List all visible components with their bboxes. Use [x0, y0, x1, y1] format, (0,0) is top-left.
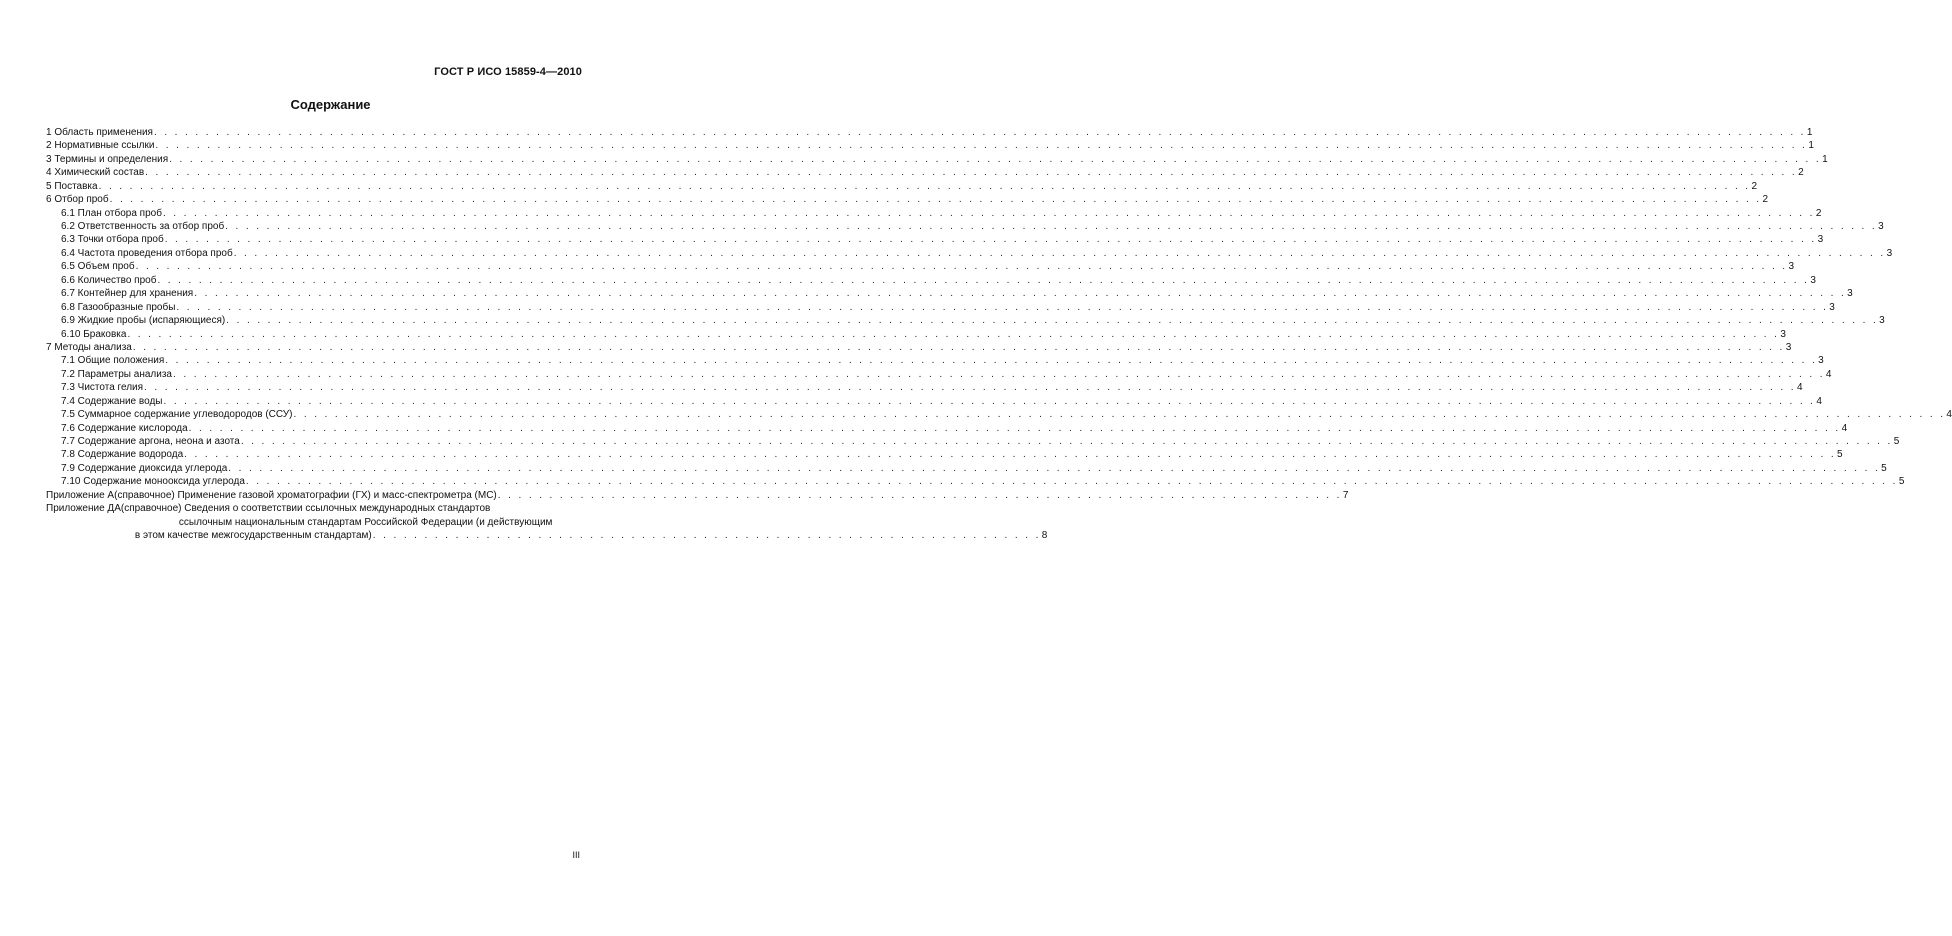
- toc-entry-page: 2: [1815, 207, 1822, 219]
- toc-entry-appendix-a[interactable]: [46, 489, 1349, 502]
- dot-leader: . . . . . . . . . . . . . . . . . . . . . . . . . . . . . . . . . . . . . . . . . . . . . . . . . . . . . . . . . . . . . . . . . . . . . . . . . . . . . . . . . . . . . . . . . . . . . . . . . . . . . . . . . . . . . . . . . . . . . . . . . . . . . . . . . . . . . . . . . . . . . . . . . . . . . . . . . . . . . . . .: [153, 126, 1806, 138]
- toc-entry-title: 7.9 Содержание диоксида углерода: [61, 462, 228, 474]
- toc-entry-title: 6.7 Контейнер для хранения: [61, 288, 194, 300]
- toc-entry[interactable]: [46, 193, 1769, 206]
- toc-entry-page: 4: [1825, 368, 1832, 380]
- dot-leader: . . . . . . . . . . . . . . . . . . . . . . . . . . . . . . . . . . . . . . . . . . . . . . . . . . . . . . . . . . . . . . . . . . . . . . . . . . . . . . . . . . . . . . . . . . . . . . . . . . . . . . . . . . . . . . . . . . . . . . . . . . . . . . . . . . . . . . . . . . . . . . . . . . . . . . . . . . . . . . . .: [132, 341, 1785, 353]
- appendix-a-title: (справочное) Применение газовой хроматографии (ГХ) и масс-спектрометра (МС): [114, 489, 497, 501]
- toc-entry[interactable]: [46, 139, 1814, 152]
- toc-entry-page: 5: [1893, 436, 1900, 448]
- toc-entry[interactable]: [46, 381, 1803, 394]
- toc-entry[interactable]: [46, 368, 1832, 381]
- dot-leader: . . . . . . . . . . . . . . . . . . . . . . . . . . . . . . . . . . . . . . . . . . . . . . . . . . . . . . . . . . . . . . . . . . . . . . . . . . . . . . . . . . . . . . . . . . . . . . . . . . . . . . . . . . . . . . . . . . . . . . . . . . . . . . . . . . . . . . . . . . . . . . . . . . . . . . . . . . . . . . . .: [109, 194, 1762, 206]
- toc-entry-title: 6.2 Ответственность за отбор проб: [61, 221, 225, 233]
- toc-entry-title: 7.1 Общие положения: [61, 355, 165, 367]
- toc-entry[interactable]: [46, 328, 1786, 341]
- dot-leader: . . . . . . . . . . . . . . . . . . . . . . . . . . . . . . . . . . . . . . . . . . . . . . . . . . . . . . . . . . . . . . . . . . . . . . . . . . . . . . . . . . . . . . . . . . . . . . . . . . . . . . . . . . . . . . . . . . . . . . . . . . . . . . . . . . . . . . . . . . . . . . . . . . . . . . . . . . . . . . . .: [194, 288, 1847, 300]
- appendix-da-title-line-1: (справочное) Сведения о соответствии ссылочных международных стандартов: [120, 503, 491, 515]
- toc-entry-title: 5 Поставка: [46, 180, 98, 192]
- toc-entry-title: 1 Область применения: [46, 126, 153, 138]
- toc-entry-page: 3: [1788, 261, 1795, 273]
- toc-entry[interactable]: [46, 260, 1795, 273]
- dot-leader: . . . . . . . . . . . . . . . . . . . . . . . . . . . . . . . . . . . . . . . . . . . . . . . . . . . . . . . . . . . . . . . . . . . . . . . . . . . . . . . . . . . . . . . . . . . . . . . . . . . . . . . . . . . . . . . . . . . . . . . . . . . . . . . . . . . . . . . . . . . . . . . . . . . . . . . . . . . . . . . .: [163, 395, 1816, 407]
- dot-leader: . . . . . . . . . . . . . . . . . . . . . . . . . . . . . . . . . . . . . . . . . . . . . . . . . . . . . . . . . . . . . . . . . . . . . . . . . . . . . . . . . . . . . . . . . . . . . . . . . . . . . . . . . . . . . . . . . . . . . . . . . . . . . . . . . . . . . . . . . . . . . . . . . . . . . . . . . . . . . . . .: [164, 234, 1817, 246]
- dot-leader: . . . . . . . . . . . . . . . . . . . . . . . . . . . . . . . . . . . . . . . . . . . . . . . . . . . . . . . . . . . . . . . . . . . . . . . . . . . . . . . . . . . . . . . . . . . . . . . . . . . . . . . . . . . . . . . . . . . . . . . . . . . . . . . . . . . . . . . . . . . . . . . . . . . . . . . . . . . . . . . .: [233, 247, 1886, 259]
- appendix-da-title-line-2: ссылочным национальным стандартам Российской Федерации (и действующим: [178, 516, 553, 528]
- toc-entry[interactable]: [46, 449, 1843, 462]
- toc-entry-page: 3: [1785, 341, 1792, 353]
- toc-entry-page: 5: [1898, 476, 1905, 488]
- toc-entry-title: 6.9 Жидкие пробы (испаряющиеся): [61, 315, 226, 327]
- toc-entry-page: 3: [1879, 315, 1885, 327]
- toc-entry[interactable]: [46, 314, 1885, 327]
- toc-entry-title: 7 Методы анализа: [46, 341, 132, 353]
- dot-leader: . . . . . . . . . . . . . . . . . . . . . . . . . . . . . . . . . . . . . . . . . . . . . . . . . . . . . . . . . . . . . . . . . . . . . . . . . . . . . . . . . . . . . . . . . . . . . . . . . . . . . . . . . . . . . . . . . . . . . . . . . . . . . . . . . . . . . . . . . . . . . . . . . . . . . . . . . . . . . . . .: [245, 476, 1898, 488]
- toc-entry-title: 7.3 Чистота гелия: [61, 382, 144, 394]
- appendix-a-label: Приложение А: [46, 489, 115, 501]
- toc-entry-page: 2: [1762, 194, 1769, 206]
- toc-entry-page: 1: [1808, 140, 1814, 152]
- dot-leader: . . . . . . . . . . . . . . . . . . . . . . . . . . . . . . . . . . . . . . . . . . . . . . . . . . . . . . . . . . . . . . . . . . . . . . . . . . . . . . . . . . . . . . . . . . . . . . . . . . . . . . . . . . . . . . . . . . . . . . . . . . . . . . . . . . . . . . . . . . . . . . . . . . . . . . . . . . . . . . . .: [240, 436, 1893, 448]
- toc-entry-page: 2: [1798, 167, 1804, 179]
- toc-entry[interactable]: [46, 180, 1758, 193]
- toc-entry-page: 4: [1816, 395, 1822, 407]
- toc-entry[interactable]: [46, 341, 1792, 354]
- toc-entry-title: 7.2 Параметры анализа: [61, 368, 172, 380]
- toc-title: Содержание: [290, 97, 371, 112]
- toc-entry-title: 2 Нормативные ссылки: [46, 140, 155, 152]
- dot-leader: . . . . . . . . . . . . . . . . . . . . . . . . . . . . . . . . . . . . . . . . . . . . . . . . . . . . . . . . . . . . . . . . . . . . . . . . . . . . . . . . . . . . . . . . . . . . . . . . . . . . . . . . . . . . . . . . . . . . . . . . . . . . . . . . . . . . . . . . . . . . . . . . . . . . . . . . . . . . . . . .: [127, 328, 1780, 340]
- dot-leader: . . . . . . . . . . . . . . . . . . . . . . . . . . . . . . . . . . . . . . . . . . . . . . . . . . . . . . . . . . . . . . . . . . . . . . . . . . . . . . . . . . . . . . . . . . . . . . . . . . . . . . . . . . . . . . . . . . . . . . . . . . . . . . . . . . . . . . . . . . . . . . . . . . . . . . . . . . . . . . . .: [165, 355, 1818, 367]
- toc-entry-page: 3: [1878, 221, 1884, 233]
- toc-entry[interactable]: [46, 435, 1900, 448]
- toc-entry-title: 6.5 Объем проб: [61, 261, 135, 273]
- toc-entry-title: 6.4 Частота проведения отбора проб: [61, 247, 233, 259]
- toc-entry-title: 6.3 Точки отбора проб: [61, 234, 164, 246]
- toc-entry-title: 6 Отбор проб: [46, 194, 109, 206]
- dot-leader: . . . . . . . . . . . . . . . . . . . . . . . . . . . . . . . . . . . . . . . . . . . . . . . . . . . . . . . . . . . . . . . . . . . . . . . . . . . . . . . . . . . . . . . . . . . . . . . . . . . . . . . . . . . . . . . . . . . . . . . . . . . . . . . . . . . . . . . . . . . . . . . . . . . . . . . . . . . . . . . .: [176, 301, 1829, 313]
- appendix-a-page: 7: [1342, 489, 1349, 501]
- dot-leader: . . . . . . . . . . . . . . . . . . . . . . . . . . . . . . . . . . . . . . . . . . . . . . . . . . . . . . . . . . . . . . . . . . . . . . . . . . . . . . . . . . . . . . . . . . . . . . . . . . . . . . . . . . . . . . . . . . . . . . . . . . . . . . . . . . . . . . . . . . . . . . . . . . . . . . . . . . . . . . . .: [98, 180, 1751, 192]
- dot-leader: . . . . . . . . . . . . . . . . . . . . . . . . . . . . . . . . . . . . . . . . . . . . . . . . . . . . . . . . . . . . . . . . . . . . . . . . . . . . . . . . . . . . . . . . . . . . . . . . . . . . . . . . . . . . . . . . . . . . . . . . . . . . . . . . . . . . . . . . . . . . . . . . . . . . . . . . . . . . . . . .: [172, 368, 1825, 380]
- appendix-da-label: Приложение ДА: [46, 503, 121, 515]
- toc-entry-page: 3: [1829, 301, 1835, 313]
- toc-entry[interactable]: [46, 166, 1804, 179]
- dot-leader: . . . . . . . . . . . . . . . . . . . . . . . . . . . . . . . . . . . . . . . . . . . . . . . . . . . . . . . . . . . . . . . . .: [372, 530, 1041, 542]
- dot-leader: . . . . . . . . . . . . . . . . . . . . . . . . . . . . . . . . . . . . . . . . . . . . . . . . . . . . . . . . . . . . . . . . . . . . . . . . . . . . . . . . . . . . . . . . . . . . . . . . . . . . . . . . . . . . . . . . . . . . . . . . . . . . . . . . . . . . . . . . . . . . . . . . . . . . . . . . . . . . . . . .: [135, 261, 1788, 273]
- toc-entry-title: 7.8 Содержание водорода: [61, 449, 184, 461]
- toc-entry-title: 6.8 Газообразные пробы: [61, 301, 176, 313]
- toc-entry[interactable]: [46, 234, 1824, 247]
- dot-leader: . . . . . . . . . . . . . . . . . . . . . . . . . . . . . . . . . . . . . . . . . . . . . . . . . . . . . . . . . . . . . . . . . . . . . . . . . . . . . . . . . . . . . . . . . . . . . . . . . . . . . . . . . . . . . . . . . . . . . . . . . . . . . . . . . . . . . . . . . . . . . . . . . . . . . . . . . . . . . . . .: [155, 140, 1808, 152]
- toc-entry-page: 4: [1841, 422, 1848, 434]
- dot-leader: . . . . . . . . . . . . . . . . . . . . . . . . . . . . . . . . . . . . . . . . . . . . . . . . . . . . . . . . . . . . . . . . . . . . . . . . . . . . . . . . . . . . . . . . . . . . . . . . . . . . . . . . . . . . . . . . . . . . . . . . . . . . . . . . . . . . . . . . . . . . . . . . . . . . . . . . . . . . . . . .: [225, 221, 1878, 233]
- toc-entry-title: 6.6 Количество проб: [61, 274, 157, 286]
- toc-entry-title: 6.10 Браковка: [61, 328, 127, 340]
- dot-leader: . . . . . . . . . . . . . . . . . . . . . . . . . . . . . . . . . . . . . . . . . . . . . . . . . . . . . . . . . . . . . . . . . . . . . . . . . . . . . . . . . . . . . . . . . . . . . . . . . . . . . . . . . . . . . . . . . . . . . . . . . . . . . . . . . . . . . . . . . . . . . . . . . . . . . . . . . . . . . . . .: [226, 315, 1879, 327]
- toc-entry-title: 7.4 Содержание воды: [61, 395, 163, 407]
- toc-entry-page: 3: [1886, 247, 1893, 259]
- toc-entry-page: 3: [1847, 288, 1853, 300]
- toc-entry-title: 7.6 Содержание кислорода: [61, 422, 188, 434]
- toc-entry[interactable]: [46, 462, 1887, 475]
- toc-entry[interactable]: [46, 220, 1884, 233]
- appendix-da-title-line-3: в этом качестве межгосударственным стандартам): [134, 530, 372, 542]
- dot-leader: . . . . . . . . . . . . . . . . . . . . . . . . . . . . . . . . . . . . . . . . . . . . . . . . . . . . . . . . . . . . . . . . . . . . . . . . . . . . . . . . . .: [497, 489, 1342, 501]
- toc-entry-page: 3: [1810, 274, 1816, 286]
- toc-entry[interactable]: [46, 126, 1813, 139]
- toc-entry[interactable]: [46, 301, 1835, 314]
- toc-entry-page: 1: [1806, 126, 1813, 138]
- toc-entry[interactable]: [46, 247, 1893, 260]
- document-code: ГОСТ Р ИСО 15859-4—2010: [434, 66, 582, 78]
- toc-entry[interactable]: [46, 354, 1824, 367]
- dot-leader: . . . . . . . . . . . . . . . . . . . . . . . . . . . . . . . . . . . . . . . . . . . . . . . . . . . . . . . . . . . . . . . . . . . . . . . . . . . . . . . . . . . . . . . . . . . . . . . . . . . . . . . . . . . . . . . . . . . . . . . . . . . . . . . . . . . . . . . . . . . . . . . . . . . . . . . . . . . . . . . .: [162, 207, 1815, 219]
- toc-entry-page: 3: [1780, 328, 1786, 340]
- toc-entry-title: 4 Химический состав: [46, 167, 145, 179]
- toc-entry-title: 7.5 Суммарное содержание углеводородов (ССУ): [61, 409, 293, 421]
- toc-entry-page: 1: [1822, 153, 1828, 165]
- toc-entry-page: 5: [1837, 449, 1843, 461]
- toc-entries: [46, 126, 1952, 489]
- toc-entry-page: 2: [1751, 180, 1758, 192]
- toc-entry-page: 4: [1796, 382, 1803, 394]
- dot-leader: . . . . . . . . . . . . . . . . . . . . . . . . . . . . . . . . . . . . . . . . . . . . . . . . . . . . . . . . . . . . . . . . . . . . . . . . . . . . . . . . . . . . . . . . . . . . . . . . . . . . . . . . . . . . . . . . . . . . . . . . . . . . . . . . . . . . . . . . . . . . . . . . . . . . . . . . . . . . . . . .: [184, 449, 1837, 461]
- toc-entry-appendix-da[interactable]: [46, 502, 1048, 542]
- toc-entry-title: 6.1 План отбора проб: [61, 207, 162, 219]
- dot-leader: . . . . . . . . . . . . . . . . . . . . . . . . . . . . . . . . . . . . . . . . . . . . . . . . . . . . . . . . . . . . . . . . . . . . . . . . . . . . . . . . . . . . . . . . . . . . . . . . . . . . . . . . . . . . . . . . . . . . . . . . . . . . . . . . . . . . . . . . . . . . . . . . . . . . . . . . . . . . . . . .: [293, 409, 1946, 421]
- toc-entry-page: 3: [1818, 355, 1824, 367]
- dot-leader: . . . . . . . . . . . . . . . . . . . . . . . . . . . . . . . . . . . . . . . . . . . . . . . . . . . . . . . . . . . . . . . . . . . . . . . . . . . . . . . . . . . . . . . . . . . . . . . . . . . . . . . . . . . . . . . . . . . . . . . . . . . . . . . . . . . . . . . . . . . . . . . . . . . . . . . . . . . . . . . .: [157, 274, 1810, 286]
- toc-entry-title: 7.7 Содержание аргона, неона и азота: [61, 436, 240, 448]
- toc-entry[interactable]: [46, 422, 1848, 435]
- dot-leader: . . . . . . . . . . . . . . . . . . . . . . . . . . . . . . . . . . . . . . . . . . . . . . . . . . . . . . . . . . . . . . . . . . . . . . . . . . . . . . . . . . . . . . . . . . . . . . . . . . . . . . . . . . . . . . . . . . . . . . . . . . . . . . . . . . . . . . . . . . . . . . . . . . . . . . . . . . . . . . . .: [145, 167, 1798, 179]
- toc-entry[interactable]: [46, 475, 1905, 488]
- table-of-contents: [46, 126, 1952, 543]
- dot-leader: . . . . . . . . . . . . . . . . . . . . . . . . . . . . . . . . . . . . . . . . . . . . . . . . . . . . . . . . . . . . . . . . . . . . . . . . . . . . . . . . . . . . . . . . . . . . . . . . . . . . . . . . . . . . . . . . . . . . . . . . . . . . . . . . . . . . . . . . . . . . . . . . . . . . . . . . . . . . . . . .: [144, 382, 1796, 394]
- toc-entry[interactable]: [46, 274, 1816, 287]
- appendix-da-page: 8: [1041, 530, 1048, 542]
- toc-entry-page: 3: [1817, 234, 1824, 246]
- toc-entry[interactable]: [46, 287, 1853, 300]
- toc-entry[interactable]: [46, 207, 1822, 220]
- toc-entry[interactable]: [46, 395, 1822, 408]
- toc-entry-page: 4: [1946, 409, 1952, 421]
- toc-entry-page: 5: [1881, 462, 1887, 474]
- dot-leader: . . . . . . . . . . . . . . . . . . . . . . . . . . . . . . . . . . . . . . . . . . . . . . . . . . . . . . . . . . . . . . . . . . . . . . . . . . . . . . . . . . . . . . . . . . . . . . . . . . . . . . . . . . . . . . . . . . . . . . . . . . . . . . . . . . . . . . . . . . . . . . . . . . . . . . . . . . . . . . . .: [169, 153, 1822, 165]
- toc-entry[interactable]: [46, 153, 1828, 166]
- toc-entry-title: 3 Термины и определения: [46, 153, 169, 165]
- toc-entry[interactable]: [46, 408, 1952, 421]
- dot-leader: . . . . . . . . . . . . . . . . . . . . . . . . . . . . . . . . . . . . . . . . . . . . . . . . . . . . . . . . . . . . . . . . . . . . . . . . . . . . . . . . . . . . . . . . . . . . . . . . . . . . . . . . . . . . . . . . . . . . . . . . . . . . . . . . . . . . . . . . . . . . . . . . . . . . . . . . . . . . . . . .: [188, 422, 1841, 434]
- page-number: III: [572, 850, 580, 860]
- dot-leader: . . . . . . . . . . . . . . . . . . . . . . . . . . . . . . . . . . . . . . . . . . . . . . . . . . . . . . . . . . . . . . . . . . . . . . . . . . . . . . . . . . . . . . . . . . . . . . . . . . . . . . . . . . . . . . . . . . . . . . . . . . . . . . . . . . . . . . . . . . . . . . . . . . . . . . . . . . . . . . . .: [228, 462, 1881, 474]
- toc-entry-title: 7.10 Содержание монооксида углерода: [61, 476, 245, 488]
